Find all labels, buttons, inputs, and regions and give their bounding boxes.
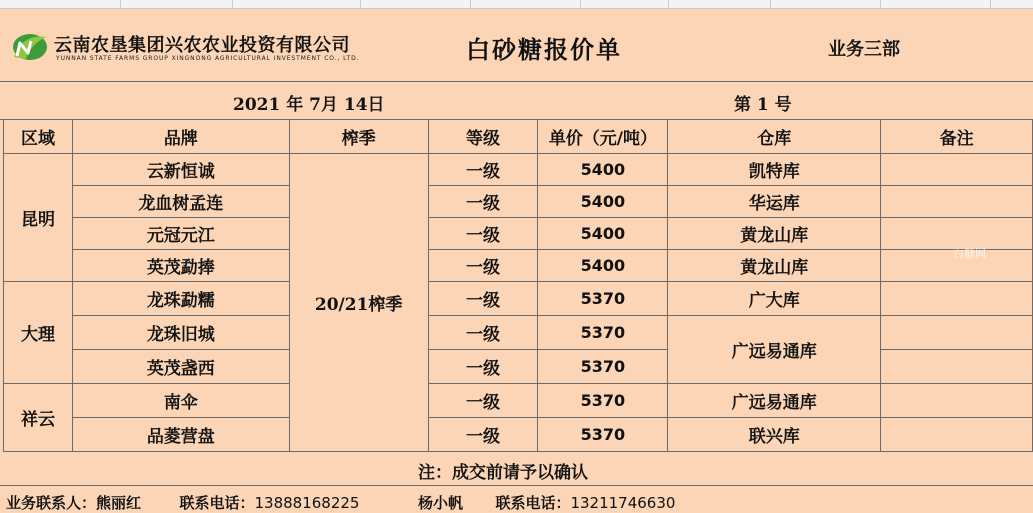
table-header-row xyxy=(4,120,1033,154)
company-name-english: YUNNAN STATE FARMS GROUP XINGNONG AGRICULTURAL INVESTMENT CO., LTD. xyxy=(56,55,360,62)
table-row xyxy=(4,418,1033,452)
price-cell: 5370 xyxy=(538,384,668,418)
contact-line xyxy=(6,492,675,513)
column-header-remark: 备注 xyxy=(881,120,1033,154)
region-cell: 大理 xyxy=(4,282,73,384)
warehouse-cell: 广大库 xyxy=(668,282,881,316)
column-header-grade: 等级 xyxy=(428,120,538,154)
table-row xyxy=(4,316,1033,350)
department-label: 业务三部 xyxy=(828,39,900,60)
column-header-price: 单价（元/吨） xyxy=(538,120,668,154)
watermark-text: 白糖网 xyxy=(953,247,986,260)
confirmation-note: 注：成交前请予以确认 xyxy=(418,463,588,483)
table-row xyxy=(4,250,1033,282)
document-title: 白砂糖报价单 xyxy=(466,35,622,64)
header-row xyxy=(0,8,1033,82)
column-header-region: 区域 xyxy=(4,120,73,154)
remark-cell xyxy=(881,282,1033,316)
brand-cell: 云新恒诚 xyxy=(72,154,289,186)
remark-cell xyxy=(881,316,1033,350)
remark-cell xyxy=(881,154,1033,186)
warehouse-cell: 联兴库 xyxy=(668,418,881,452)
price-table xyxy=(3,119,1033,452)
contact2-phone-label: 联系电话： xyxy=(495,494,571,512)
warehouse-cell: 凯特库 xyxy=(668,154,881,186)
leaf-n-logo-icon xyxy=(8,29,48,65)
brand-cell: 英茂勐捧 xyxy=(72,250,289,282)
quote-number: 第 1 号 xyxy=(734,95,792,115)
warehouse-cell: 华运库 xyxy=(668,186,881,218)
table-row xyxy=(4,154,1033,186)
brand-cell: 元冠元江 xyxy=(72,218,289,250)
price-cell: 5400 xyxy=(538,218,668,250)
quote-date: 2021 年 7月 14日 xyxy=(233,95,385,115)
brand-cell: 龙血树孟连 xyxy=(72,186,289,218)
column-header-brand: 品牌 xyxy=(72,120,289,154)
note-row xyxy=(0,452,1033,486)
grade-cell: 一级 xyxy=(428,350,538,384)
contact1-label: 业务联系人：熊丽红 xyxy=(6,494,142,512)
grade-cell: 一级 xyxy=(428,384,538,418)
grade-cell: 一级 xyxy=(428,316,538,350)
price-cell: 5400 xyxy=(538,154,668,186)
grade-cell: 一级 xyxy=(428,218,538,250)
table-row xyxy=(4,384,1033,418)
column-header-season: 榨季 xyxy=(289,120,428,154)
table-row xyxy=(4,186,1033,218)
grade-cell: 一级 xyxy=(428,154,538,186)
warehouse-cell: 黄龙山库 xyxy=(668,250,881,282)
grade-cell: 一级 xyxy=(428,282,538,316)
price-cell: 5370 xyxy=(538,350,668,384)
remark-cell xyxy=(881,418,1033,452)
contact1-phone-label: 联系电话： xyxy=(179,494,255,512)
brand-cell: 南伞 xyxy=(72,384,289,418)
price-cell: 5400 xyxy=(538,186,668,218)
grade-cell: 一级 xyxy=(428,418,538,452)
warehouse-cell: 黄龙山库 xyxy=(668,218,881,250)
remark-cell xyxy=(881,186,1033,218)
date-row xyxy=(0,82,1033,120)
table-row xyxy=(4,282,1033,316)
remark-cell xyxy=(881,384,1033,418)
region-cell: 祥云 xyxy=(4,384,73,452)
brand-cell: 品菱营盘 xyxy=(72,418,289,452)
contact2-name: 杨小帆 xyxy=(417,494,463,512)
table-row xyxy=(4,218,1033,250)
price-cell: 5400 xyxy=(538,250,668,282)
price-cell: 5370 xyxy=(538,282,668,316)
grade-cell: 一级 xyxy=(428,186,538,218)
price-cell: 5370 xyxy=(538,316,668,350)
column-header-warehouse: 仓库 xyxy=(668,120,881,154)
remark-cell xyxy=(881,350,1033,384)
season-cell: 20/21榨季 xyxy=(289,154,428,452)
company-name: 云南农垦集团兴农农业投资有限公司 xyxy=(54,35,350,56)
contact1-phone: 13888168225 xyxy=(254,494,360,512)
brand-cell: 龙珠勐糯 xyxy=(72,282,289,316)
region-cell: 昆明 xyxy=(4,154,73,282)
contact2-phone: 13211746630 xyxy=(570,494,676,512)
warehouse-cell: 广远易通库 xyxy=(668,316,881,384)
grade-cell: 一级 xyxy=(428,250,538,282)
brand-cell: 龙珠旧城 xyxy=(72,316,289,350)
price-cell: 5370 xyxy=(538,418,668,452)
brand-cell: 英茂盏西 xyxy=(72,350,289,384)
warehouse-cell: 广远易通库 xyxy=(668,384,881,418)
